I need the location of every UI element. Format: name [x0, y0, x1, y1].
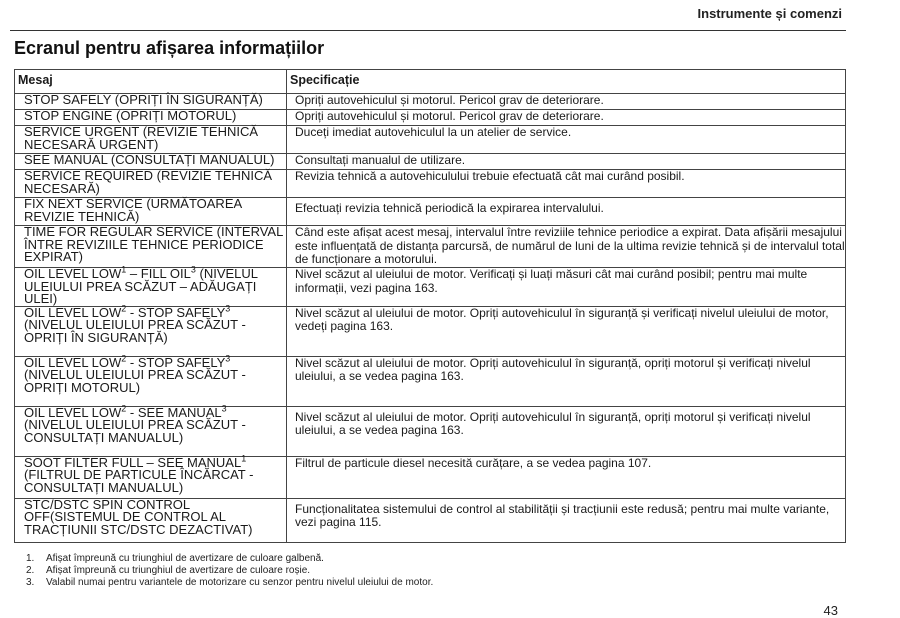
footnote-text: Afișat împreună cu triunghiul de avertizare de culoare roșie. [46, 565, 311, 576]
footnote-item [26, 565, 433, 577]
messages-table [14, 69, 846, 543]
message-cell: OIL LEVEL LOW$^2$ - STOP SAFELY$^3$ (NIVELUL ULEIULUI PREA SCĂZUT - OPRIȚI ÎN SIGURANȚĂ) [15, 306, 287, 356]
table-row [15, 406, 846, 456]
specification-cell: Efectuați revizia tehnică periodică la expirarea intervalului. [287, 198, 846, 226]
message-cell: SERVICE REQUIRED (REVIZIE TEHNICĂ NECESARĂ) [15, 170, 287, 198]
table-header-row [15, 70, 846, 94]
specification-cell: Nivel scăzut al uleiului de motor. Verificați și luați măsuri cât mai curând posibil; pentru mai multe informații, vezi pagina 163. [287, 268, 846, 307]
table-row [15, 226, 846, 268]
footnote-number: 2. [26, 565, 35, 576]
specification-cell: Când este afișat acest mesaj, intervalul între reviziile tehnice periodice a expirat. Data afișării mesajului este influențată de distanța parcursă, de numărul de luni de la ultima revizie tehnică și de intervalul total de funcționare a motorului. [287, 226, 846, 268]
specification-cell: Duceți imediat autovehiculul la un atelier de service. [287, 126, 846, 154]
table-row [15, 198, 846, 226]
table-row [15, 126, 846, 154]
message-cell: OIL LEVEL LOW$^2$ - STOP SAFELY$^3$ (NIVELUL ULEIULUI PREA SCĂZUT - OPRIȚI MOTORUL) [15, 356, 287, 406]
section-header: Instrumente și comenzi [697, 6, 842, 21]
specification-cell: Revizia tehnică a autovehiculului trebuie efectuată cât mai curând posibil. [287, 170, 846, 198]
table-row [15, 498, 846, 542]
message-cell: FIX NEXT SERVICE (URMĂTOAREA REVIZIE TEHNICĂ) [15, 198, 287, 226]
specification-cell: Funcționalitatea sistemului de control al stabilității și tracțiunii este redusă; pentru mai multe variante, vezi pagina 115. [287, 498, 846, 542]
specification-cell: Nivel scăzut al uleiului de motor. Opriți autovehiculul în siguranță, opriți motorul și verificați nivelul uleiului, a se vedea pagina 163. [287, 356, 846, 406]
specification-cell: Nivel scăzut al uleiului de motor. Opriți autovehiculul în siguranță, opriți motorul și verificați nivelul uleiului, a se vedea pagina 163. [287, 406, 846, 456]
message-cell: SEE MANUAL (CONSULTAȚI MANUALUL) [15, 154, 287, 170]
table-row [15, 170, 846, 198]
message-cell: OIL LEVEL LOW$^1$ – FILL OIL$^3$ (NIVELUL ULEIULUI PREA SCĂZUT – ADĂUGAȚI ULEI) [15, 268, 287, 307]
column-header-message: Mesaj [15, 70, 287, 94]
message-cell: SOOT FILTER FULL – SEE MANUAL$^1$ (FILTRUL DE PARTICULE ÎNCĂRCAT - CONSULTAȚI MANUALUL) [15, 456, 287, 498]
message-cell: STC/DSTC SPIN CONTROL OFF(SISTEMUL DE CONTROL AL TRACȚIUNII STC/DSTC DEZACTIVAT) [15, 498, 287, 542]
footnote-text: Afișat împreună cu triunghiul de avertizare de culoare galbenă. [46, 553, 324, 564]
specification-cell: Opriți autovehiculul și motorul. Pericol grav de deteriorare. [287, 110, 846, 126]
table-row [15, 356, 846, 406]
footnote-text: Valabil numai pentru variantele de motorizare cu senzor pentru nivelul uleiului de motor. [46, 577, 434, 588]
footnotes-list [26, 553, 433, 589]
message-cell: STOP ENGINE (OPRIȚI MOTORUL) [15, 110, 287, 126]
specification-cell: Consultați manualul de utilizare. [287, 154, 846, 170]
table-row [15, 456, 846, 498]
table-row [15, 268, 846, 307]
footnote-item [26, 553, 433, 565]
page-title: Ecranul pentru afișarea informațiilor [14, 38, 325, 58]
message-cell: SERVICE URGENT (REVIZIE TEHNICĂ NECESARĂ URGENT) [15, 126, 287, 154]
header-divider [10, 30, 846, 31]
message-cell: STOP SAFELY (OPRIȚI ÎN SIGURANȚĂ) [15, 94, 287, 110]
message-cell: OIL LEVEL LOW$^2$ - SEE MANUAL$^3$ (NIVELUL ULEIULUI PREA SCĂZUT - CONSULTAȚI MANUALUL) [15, 406, 287, 456]
table-row [15, 306, 846, 356]
message-cell: TIME FOR REGULAR SERVICE (INTERVAL ÎNTRE REVIZIILE TEHNICE PERIODICE EXPIRAT) [15, 226, 287, 268]
specification-cell: Filtrul de particule diesel necesită curățare, a se vedea pagina 107. [287, 456, 846, 498]
footnote-number: 1. [26, 553, 35, 564]
footnote-number: 3. [26, 577, 35, 588]
page-number: 43 [823, 603, 838, 618]
specification-cell: Opriți autovehiculul și motorul. Pericol grav de deteriorare. [287, 94, 846, 110]
footnote-item [26, 577, 433, 589]
specification-cell: Nivel scăzut al uleiului de motor. Opriți autovehiculul în siguranță și verificați nivelul uleiului de motor, vedeți pagina 163. [287, 306, 846, 356]
column-header-specification: Specificație [287, 70, 846, 94]
